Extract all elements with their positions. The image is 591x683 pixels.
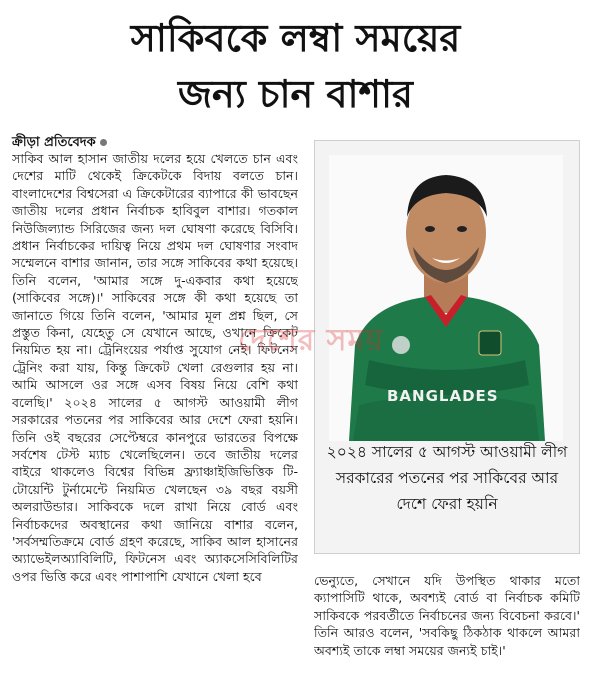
player-photo	[329, 155, 563, 441]
watermark: দেশের সময়	[238, 323, 384, 358]
headline-line-1: সাকিবকে লম্বা সময়ের	[130, 16, 461, 60]
headline-line-2: জন্য চান বাশার	[178, 72, 413, 116]
article-text-right: ভেন্যুতে, সেখানে যদি উপস্থিত থাকার মতো ক্যাপাসিটি থাকে, অবশ্যই বোর্ড বা নির্বাচক কমিটি সাকিবকে পরবর্তীতে নির্বাচনের জন্য বিবেচনা করবে।' তিনি আরও বলেন, 'সবকিছু ঠিকঠাক থাকলে আমরা অবশ্যই তাকে লম্বা সময়ের জন্যই চাই।'	[314, 573, 580, 658]
article-text-left: সাকিব আল হাসান জাতীয় দলের হয়ে খেলতে চান এবং দেশের মাটি থেকেই ক্রিকেটকে বিদায় বলতে চান। বাংলাদেশের বিশ্বসেরা এ ক্রিকেটারের ব্যাপারে কী ভাবছেন জাতীয় দলের প্রধান নির্বাচক হাবিবুল বাশার। গতকাল নিউজিল্যান্ড সিরিজের জন্য দল ঘোষণা করেছে বিসিবি। প্রধান নির্বাচকের দায়িত্ব নিয়ে প্রথম দল ঘোষণার সংবাদ সম্মেলনে বাশার জানান, তার সঙ্গে সাকিবের কথা হয়েছে। তিনি বলেন, 'আমার সঙ্গে দু-একবার কথা হয়েছে (সাকিবের সঙ্গে)।' সাকিবের সঙ্গে কী কথা হয়েছে তা জানাতে গিয়ে তিনি বলেন, 'আমার মূল প্রশ্ন ছিল, সে প্রস্তুত কিনা, যেহেতু সে যেখানে আছে, ওখানে ক্রিকেট নিয়মিত হয় না। ট্রেনিংয়ের পর্যাপ্ত সুযোগ নেই। ফিটনেস ট্রেনিং করা যায়, কিন্তু ক্রিকেট খেলা রেগুলার হয় না। আমি আসলে ওর সঙ্গে এসব বিষয় নিয়ে বেশি কথা বলেছি।' ২০২৪ সালের ৫ আগস্ট আওয়ামী লীগ সরকারের পতনের পর সাকিবের আর দেশে ফেরা হয়নি। তিনি ওই বছরের সেপ্টেম্বরে কানপুরে ভারতের বিপক্ষে সর্বশেষ টেস্ট ম্যাচ খেলেছিলেন। তবে জাতীয় দলের বাইরে থাকলেও বিশ্বের বিভিন্ন ফ্র্যাঞ্চাইজিভিত্তিক টি-টোয়েন্টি টুর্নামেন্টে নিয়মিত খেলছেন ৩৯ বছর বয়সী অলরাউন্ডার। সাকিবকে দলে রাখা নিয়ে বোর্ড এবং নির্বাচকদের অবস্থানের কথা জানিয়ে বাশার বলেন, 'সর্বসম্মতিক্রমে বোর্ড গ্রহণ করেছে, সাকিব আল হাসানের অ্যাভেইলঅ্যাবিলিটি, ফিটনেস এবং অ্যাকসেসিবিলিটির ওপর ভিত্তি করে এবং পাশাপাশি যেখানে খেলা হবে	[12, 151, 298, 584]
byline-text: ক্রীড়া প্রতিবেদক	[12, 135, 96, 150]
jersey-text: BANGLADES	[387, 387, 499, 405]
article-body-left-column	[12, 150, 298, 678]
headline	[0, 10, 591, 122]
article-body-right-column	[314, 572, 580, 678]
byline-dot-icon	[100, 139, 107, 146]
photo-caption: ২০২৪ সালের ৫ আগস্ট আওয়ামী লীগ সরকারের পতনের পর সাকিবের আর দেশে ফেরা হয়নি	[326, 443, 568, 513]
